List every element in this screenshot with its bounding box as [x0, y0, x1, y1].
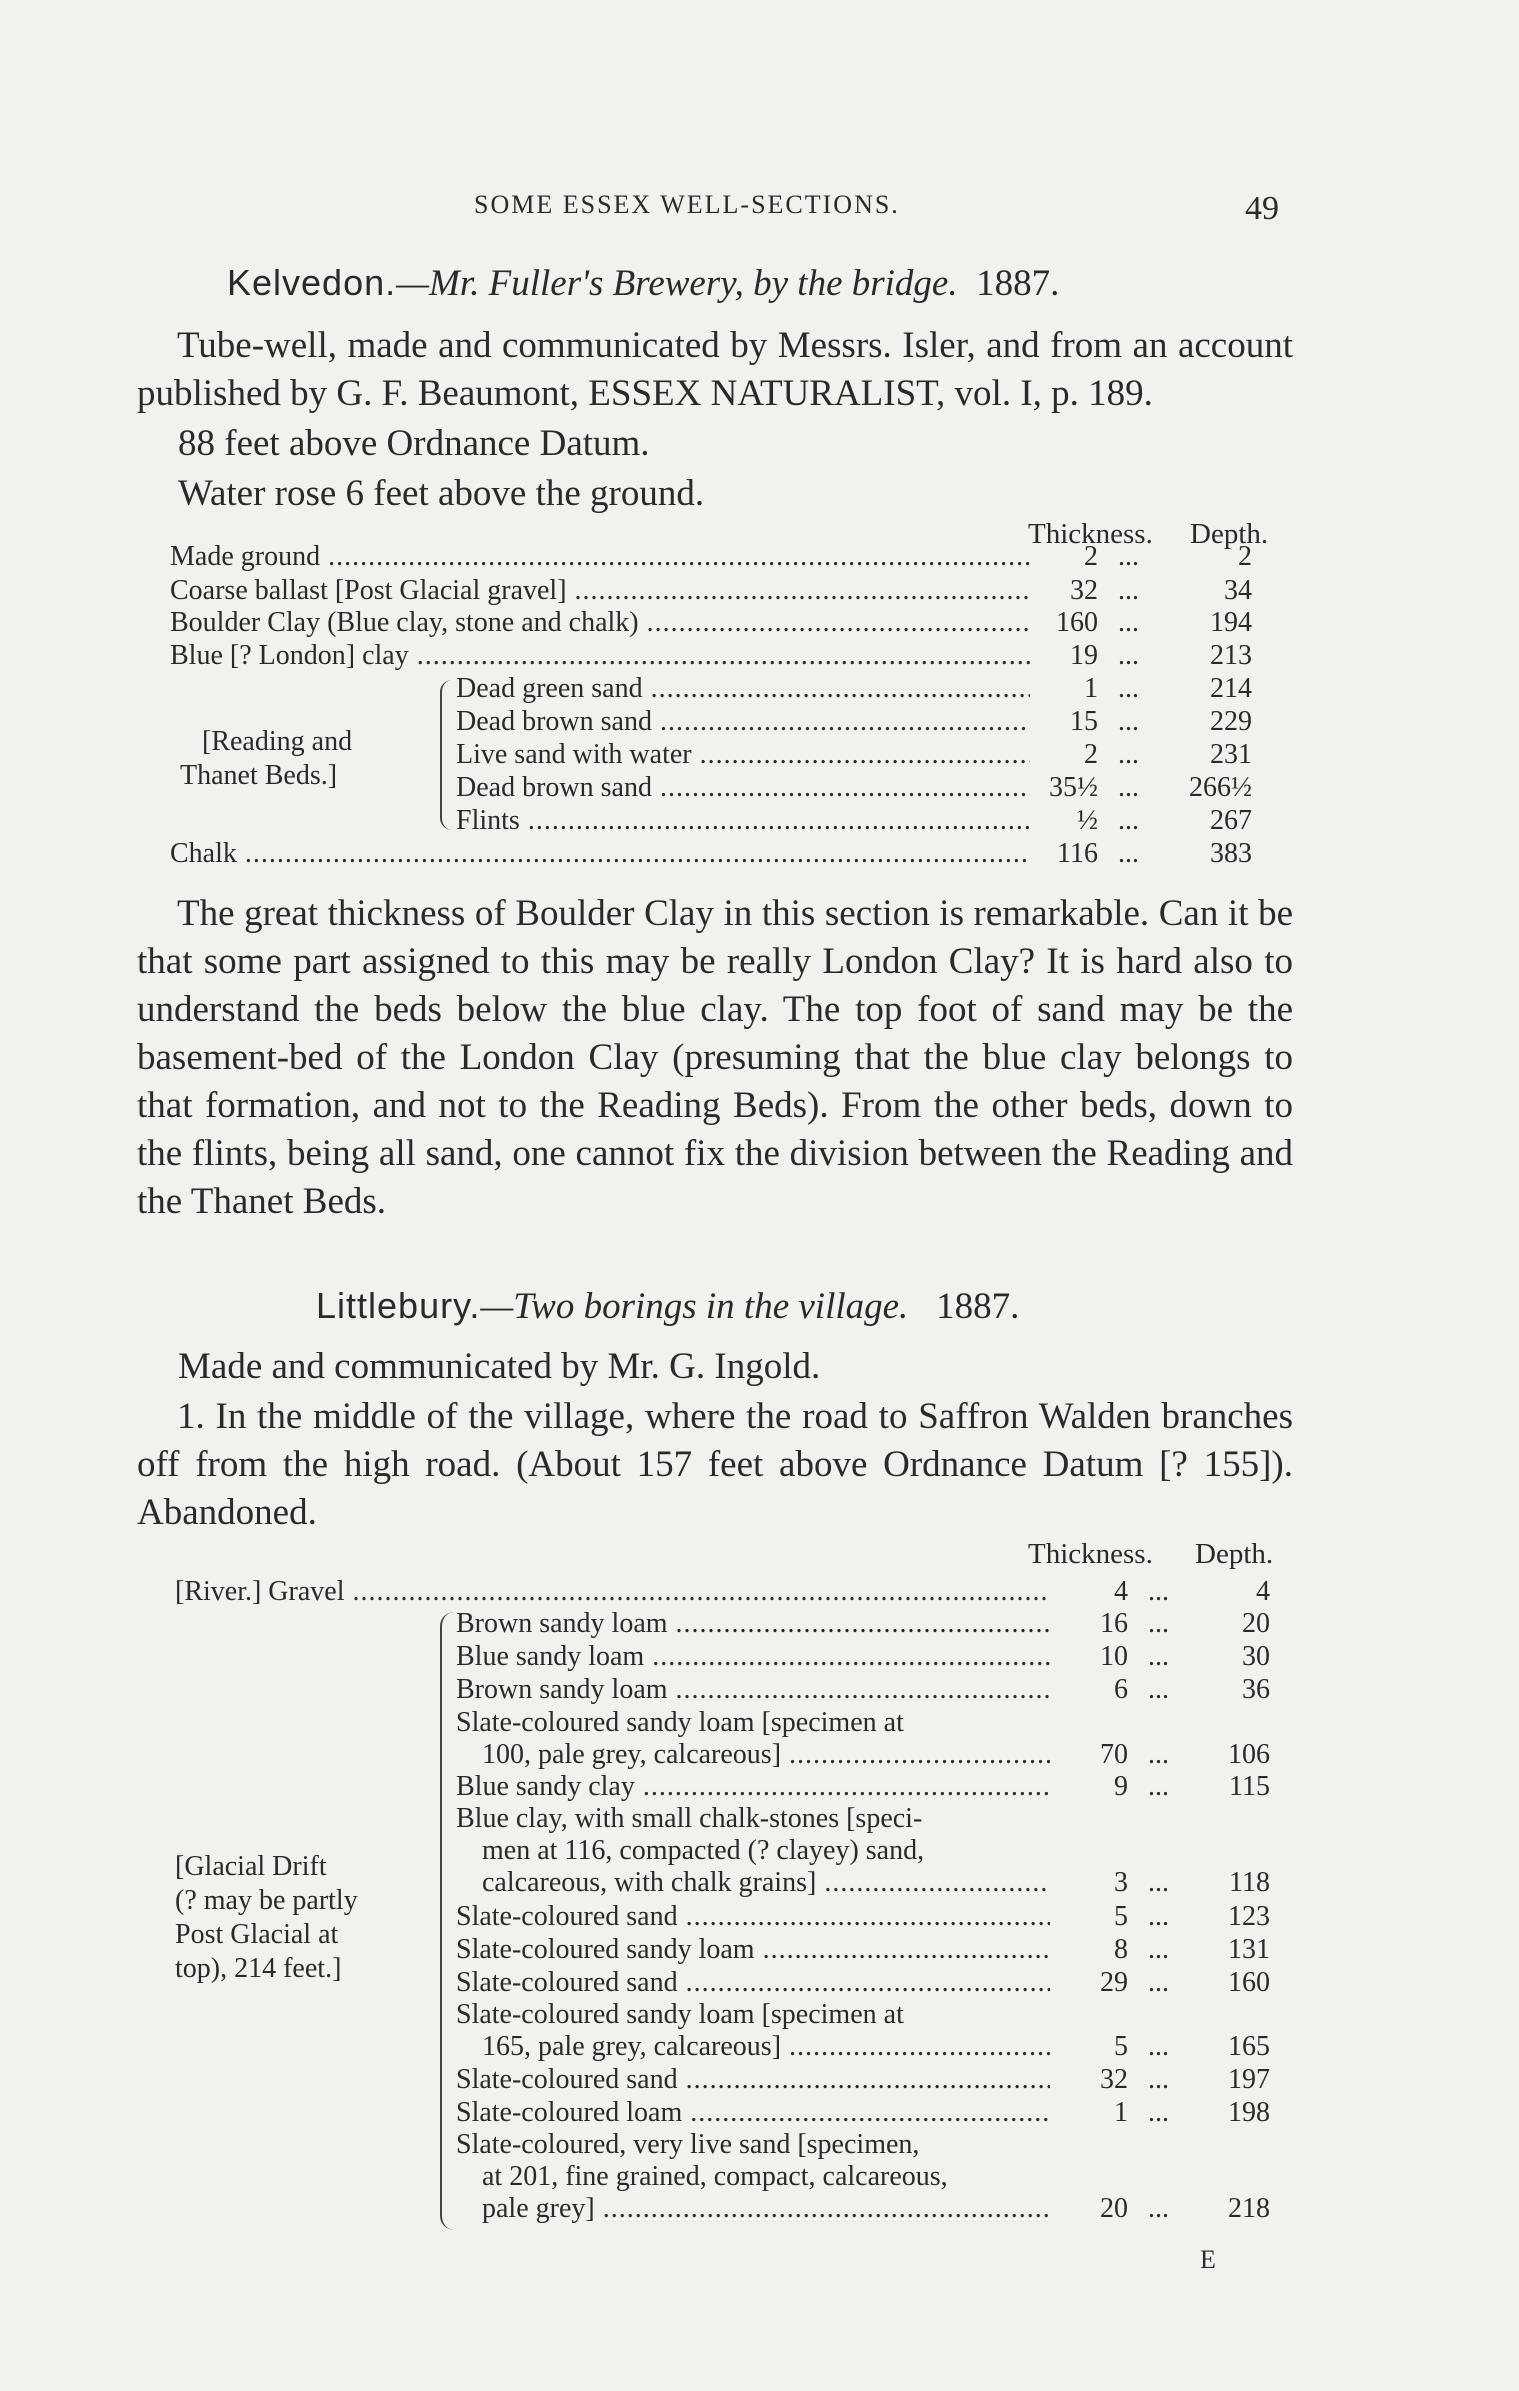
row-thickness: 4 [1114, 1576, 1128, 1607]
row-depth: 118 [1229, 1867, 1270, 1898]
table-row [0, 2031, 1519, 2065]
table-row [0, 2193, 1519, 2227]
littlebury-brace [440, 1612, 454, 2230]
littlebury-para-2: 1. In the middle of the village, where the road to Saffron Walden branches off from the high road. (About 157 feet above Ordnance Datum [? 155]). Abandoned. [137, 1396, 1293, 1533]
row-thickness: ½ [1077, 805, 1098, 836]
row-separator: ... [1148, 2064, 1169, 2095]
littlebury-col-depth: Depth. [1195, 1538, 1274, 1570]
row-separator: ... [1148, 2193, 1169, 2224]
row-depth: 34 [1224, 575, 1252, 606]
row-separator: ... [1148, 2097, 1169, 2128]
row-thickness: 15 [1070, 706, 1098, 737]
row-separator: ... [1148, 1901, 1169, 1932]
table-row [0, 805, 1519, 839]
row-thickness: 32 [1100, 2064, 1128, 2095]
row-label: Brown sandy loam ..... [456, 1674, 1050, 1706]
row-separator: ... [1148, 1867, 1169, 1898]
kelvedon-para-3: Water rose 6 feet above the ground. [178, 473, 705, 514]
row-depth: 131 [1228, 1934, 1270, 1965]
littlebury-para-1: Made and communicated by Mr. G. Ingold. [178, 1346, 821, 1387]
row-label: Blue sandy loam ..... [456, 1641, 1050, 1673]
row-separator: ... [1118, 575, 1139, 606]
row-depth: 197 [1228, 2064, 1270, 2095]
kelvedon-heading [227, 262, 1059, 305]
row-depth: 213 [1210, 640, 1252, 671]
row-separator: ... [1148, 1967, 1169, 1998]
page-number: 49 [1245, 190, 1279, 227]
row-separator: ... [1148, 1576, 1169, 1607]
row-separator: ... [1118, 805, 1139, 836]
row-separator: ... [1118, 739, 1139, 770]
row-depth: 194 [1210, 607, 1252, 638]
row-label: [River.] Gravel ..... [175, 1576, 1050, 1608]
row-depth: 2 [1238, 541, 1252, 572]
row-depth: 267 [1210, 805, 1252, 836]
group-label-line: top), 214 feet.] [175, 1953, 342, 1984]
row-thickness: 70 [1100, 1739, 1128, 1770]
row-thickness: 20 [1100, 2193, 1128, 2224]
row-separator: ... [1148, 1674, 1169, 1705]
row-label: Slate-coloured, very live sand [specimen, [456, 2129, 920, 2160]
group-label-line: Thanet Beds.] [180, 760, 338, 791]
row-separator: ... [1148, 2031, 1169, 2062]
row-depth: 229 [1210, 706, 1252, 737]
kelvedon-para-1: Tube-well, made and communicated by Messrs. Isler, and from an account published by G. F. Beaumont, ESSEX NATURALIST, vol. I, p. 189. [137, 325, 1293, 414]
kelvedon-col-thickness: Thickness. [1028, 518, 1153, 550]
row-label: Coarse ballast [Post Glacial gravel] ..... [170, 575, 1030, 607]
row-thickness: 2 [1084, 739, 1098, 770]
row-label: Dead green sand ..... [456, 673, 1030, 705]
row-depth: 30 [1242, 1641, 1270, 1672]
row-thickness: 32 [1070, 575, 1098, 606]
row-depth: 106 [1228, 1739, 1270, 1770]
row-separator: ... [1118, 772, 1139, 803]
kelvedon-subtitle: —Mr. Fuller's Brewery, by the bridge. [396, 263, 958, 304]
row-thickness: 5 [1114, 1901, 1128, 1932]
row-thickness: 116 [1057, 838, 1098, 869]
row-depth: 266½ [1189, 772, 1252, 803]
row-label: 100, pale grey, calcareous] ..... [482, 1739, 1050, 1771]
row-separator: ... [1118, 607, 1139, 638]
littlebury-heading [316, 1285, 1019, 1328]
row-thickness: 1 [1084, 673, 1098, 704]
row-depth: 160 [1228, 1967, 1270, 1998]
table-row [0, 838, 1519, 872]
row-thickness: 5 [1114, 2031, 1128, 2062]
row-label: Slate-coloured sand ..... [456, 1901, 1050, 1933]
table-row [0, 1641, 1519, 1675]
table-row [0, 1674, 1519, 1708]
row-separator: ... [1148, 1641, 1169, 1672]
row-thickness: 29 [1100, 1967, 1128, 1998]
littlebury-year: 1887. [936, 1286, 1020, 1327]
row-depth: 383 [1210, 838, 1252, 869]
table-row [0, 1999, 1519, 2033]
row-thickness: 6 [1114, 1674, 1128, 1705]
row-label: 165, pale grey, calcareous] ..... [482, 2031, 1050, 2063]
row-separator: ... [1118, 673, 1139, 704]
table-row [0, 2129, 1519, 2163]
row-label: Slate-coloured sandy loam ..... [456, 1934, 1050, 1966]
littlebury-place: Littlebury. [316, 1285, 481, 1326]
group-label-line: [Reading and [202, 726, 353, 757]
row-label: calcareous, with chalk grains] ..... [482, 1867, 1050, 1899]
row-depth: 165 [1228, 2031, 1270, 2062]
row-thickness: 19 [1070, 640, 1098, 671]
table-row [0, 2161, 1519, 2195]
row-separator: ... [1118, 640, 1139, 671]
group-label-line: Post Glacial at [175, 1919, 339, 1950]
kelvedon-remark: The great thickness of Boulder Clay in this section is remarkable. Can it be that some part assigned to this may be really London Clay? It is hard also to understand the beds below the blue clay. The top foot of sand may be the basement-bed of the London Clay (presuming that the blue clay belongs to that formation, and not to the Reading Beds). From the other beds, down to the flints, being all sand, one cannot fix the division between the Reading and the Thanet Beds. [137, 893, 1293, 1222]
row-thickness: 1 [1114, 2097, 1128, 2128]
table-row [0, 575, 1519, 609]
row-label: Slate-coloured loam ..... [456, 2097, 1050, 2129]
row-separator: ... [1148, 1739, 1169, 1770]
row-separator: ... [1118, 838, 1139, 869]
table-row [0, 1803, 1519, 1837]
kelvedon-place: Kelvedon. [227, 262, 397, 303]
row-depth: 20 [1242, 1608, 1270, 1639]
signature-mark: E [1200, 2245, 1216, 2274]
row-depth: 123 [1228, 1901, 1270, 1932]
row-label: men at 116, compacted (? clayey) sand, [482, 1835, 925, 1866]
row-label: Dead brown sand ..... [456, 706, 1030, 738]
littlebury-col-thickness: Thickness. [1028, 1538, 1153, 1570]
row-thickness: 9 [1114, 1771, 1128, 1802]
group-label-line: [Glacial Drift [175, 1851, 327, 1882]
row-label: Blue sandy clay ..... [456, 1771, 1050, 1803]
table-row [0, 541, 1519, 575]
row-label: Flints ..... [456, 805, 1030, 837]
row-label: Blue clay, with small chalk-stones [speci- [456, 1803, 923, 1834]
group-label-line: (? may be partly [175, 1885, 358, 1916]
table-row [0, 1576, 1519, 1610]
row-depth: 4 [1256, 1576, 1270, 1607]
kelvedon-group-label [180, 725, 352, 793]
row-depth: 214 [1210, 673, 1252, 704]
table-row [0, 1608, 1519, 1642]
row-label: Slate-coloured sand ..... [456, 2064, 1050, 2096]
table-row [0, 1707, 1519, 1741]
row-separator: ... [1148, 1934, 1169, 1965]
row-thickness: 16 [1100, 1608, 1128, 1639]
row-label: Live sand with water ..... [456, 739, 1030, 771]
row-label: pale grey] ..... [482, 2193, 1050, 2225]
row-label: Blue [? London] clay ..... [170, 640, 1030, 672]
kelvedon-brace [440, 680, 452, 830]
row-thickness: 35½ [1049, 772, 1098, 803]
littlebury-subtitle: —Two borings in the village. [480, 1286, 909, 1327]
running-head: SOME ESSEX WELL-SECTIONS. [474, 190, 900, 219]
kelvedon-year: 1887. [976, 263, 1060, 304]
row-thickness: 3 [1114, 1867, 1128, 1898]
littlebury-group-label [175, 1850, 358, 1986]
table-row [0, 1771, 1519, 1805]
table-row [0, 2097, 1519, 2131]
row-separator: ... [1148, 1608, 1169, 1639]
row-separator: ... [1118, 706, 1139, 737]
row-depth: 231 [1210, 739, 1252, 770]
row-label: Dead brown sand ..... [456, 772, 1030, 804]
row-label: Chalk ..... [170, 838, 1030, 870]
kelvedon-para-2: 88 feet above Ordnance Datum. [178, 423, 650, 464]
row-label: Boulder Clay (Blue clay, stone and chalk) ..... [170, 607, 1030, 639]
table-row [0, 2064, 1519, 2098]
row-thickness: 2 [1084, 541, 1098, 572]
row-separator: ... [1148, 1771, 1169, 1802]
table-row [0, 640, 1519, 674]
row-label: Slate-coloured sandy loam [specimen at [456, 1707, 904, 1738]
row-label: Slate-coloured sand ..... [456, 1967, 1050, 1999]
row-depth: 36 [1242, 1674, 1270, 1705]
table-row [0, 607, 1519, 641]
kelvedon-col-depth: Depth. [1190, 518, 1269, 550]
row-label: Made ground ..... [170, 541, 1030, 573]
row-separator: ... [1118, 541, 1139, 572]
row-depth: 218 [1228, 2193, 1270, 2224]
row-depth: 115 [1229, 1771, 1270, 1802]
row-thickness: 10 [1100, 1641, 1128, 1672]
row-thickness: 8 [1114, 1934, 1128, 1965]
row-thickness: 160 [1056, 607, 1098, 638]
table-row [0, 1739, 1519, 1773]
row-label: Brown sandy loam ..... [456, 1608, 1050, 1640]
row-label: at 201, fine grained, compact, calcareous, [482, 2161, 948, 2192]
row-label: Slate-coloured sandy loam [specimen at [456, 1999, 904, 2030]
row-depth: 198 [1228, 2097, 1270, 2128]
table-row [0, 673, 1519, 707]
